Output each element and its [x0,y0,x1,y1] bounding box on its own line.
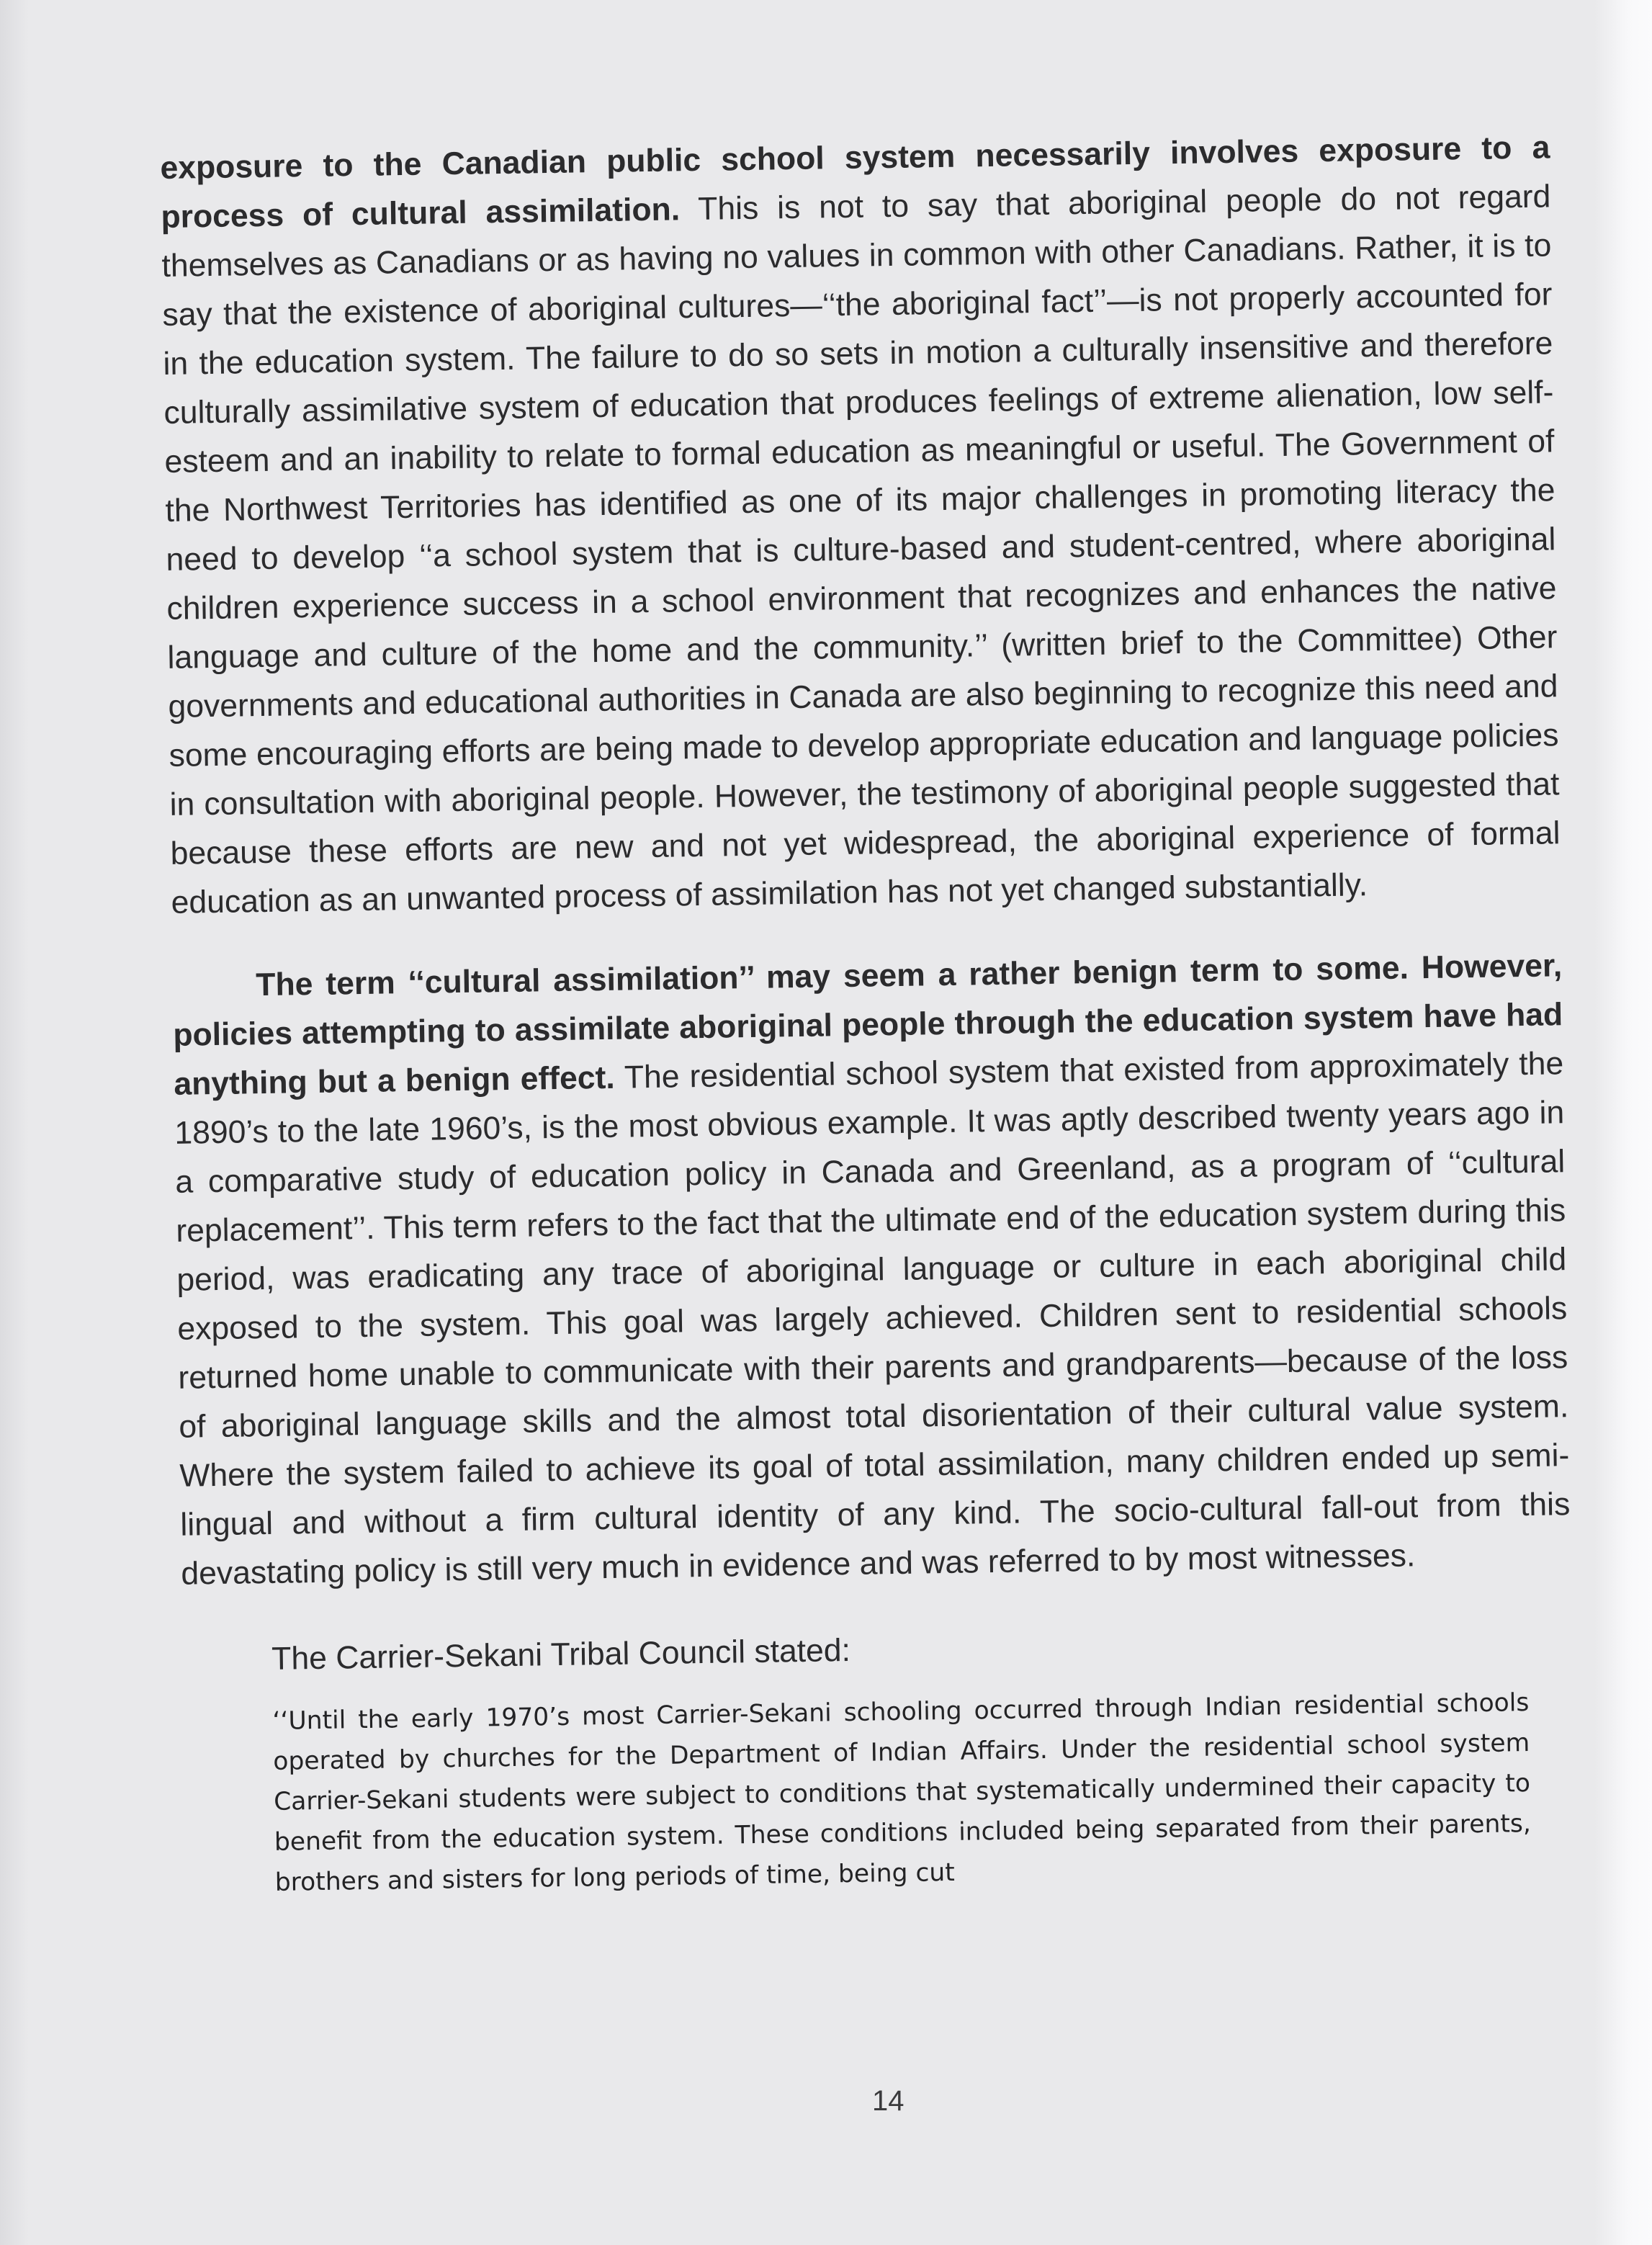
paragraph-cultural-assimilation [172,941,1571,1599]
paragraph-lead-bold: exposure to the Canadian public school system necessarily involves exposure to a process of cultural assimilation. [160,130,1550,235]
page-number: 14 [872,2085,904,2117]
page-body [160,123,1576,1904]
paragraph-text: This is not to say that aboriginal people do not regard themselves as Canadians or as having no values in common with other Canadians. Rather, it is to say that the existence of aboriginal cultures—‘‘the aboriginal fact’’—is not properly accounted for in the education system. The failure to do so sets in motion a culturally insensitive and therefore culturally assimilative system of education that produces feelings of extreme alienation, low self-esteem and an inability to relate to formal education as meaningful or useful. The Government of the Northwest Territories has identified as one of its major challenges in promoting literacy the need to develop ‘‘a school system that is culture-based and student-centred, where aboriginal children experience success in a school environment that recognizes and enhances the native language and culture of the home and the community.’’ (written brief to the Committee) Other governments and educational authorities in Canada are also beginning to recognize this need and some encouraging efforts are being made to develop appropriate education and language policies in consultation with aboriginal people. However, the testimony of aboriginal people suggested that because these efforts are new and not yet widespread, the aboriginal experience of formal education as an unwanted process of assimilation has not yet changed substantially. [161,179,1561,920]
quote-intro: The Carrier-Sekani Tribal Council stated: [271,1633,851,1677]
page-gutter-highlight [1594,0,1652,2245]
paragraph-text: The residential school system that existed from approximately the 1890’s to the late 1960’s, is the most obvious example. It was aptly described twenty years ago in a comparative study of education policy in Canada and Greenland, as a program of ‘‘cultural replacement’’. This term refers to the fact that the ultimate end of the education system during this period, was eradicating any trace of aboriginal language or culture in each aboriginal child exposed to the system. This goal was largely achieved. Children sent to residential schools returned home unable to communicate with their parents and grandparents—because of the loss of aboriginal language skills and the almost total disorientation of their cultural value system. Where the system failed to achieve its goal of total assimilation, many children ended up semi-lingual and without a firm cultural identity of any kind. The socio-cultural fall-out from this devastating policy is still very much in evidence and was referred to by most witnesses. [174,1046,1571,1592]
paragraph-continuation [160,123,1561,928]
block-quote: ‘‘Until the early 1970’s most Carrier-Sekani schooling occurred through Indian residential schools operated by churches for the Department of Indian Affairs. Under the residential school system Carrier-Sekani students were subject to conditions that systematically undermined their capacity to benefit from the education system. These conditions included being separated from their parents, brothers and sisters for long periods of time, being cut [272,1688,1532,1897]
paragraph-lead-bold: The term ‘‘cultural assimilation’’ may seem a rather benign term to some. However, policies attempting to assimilate aboriginal people through the education system have had anything but a benign effect. [172,948,1563,1102]
page-edge-shadow [0,0,29,2245]
